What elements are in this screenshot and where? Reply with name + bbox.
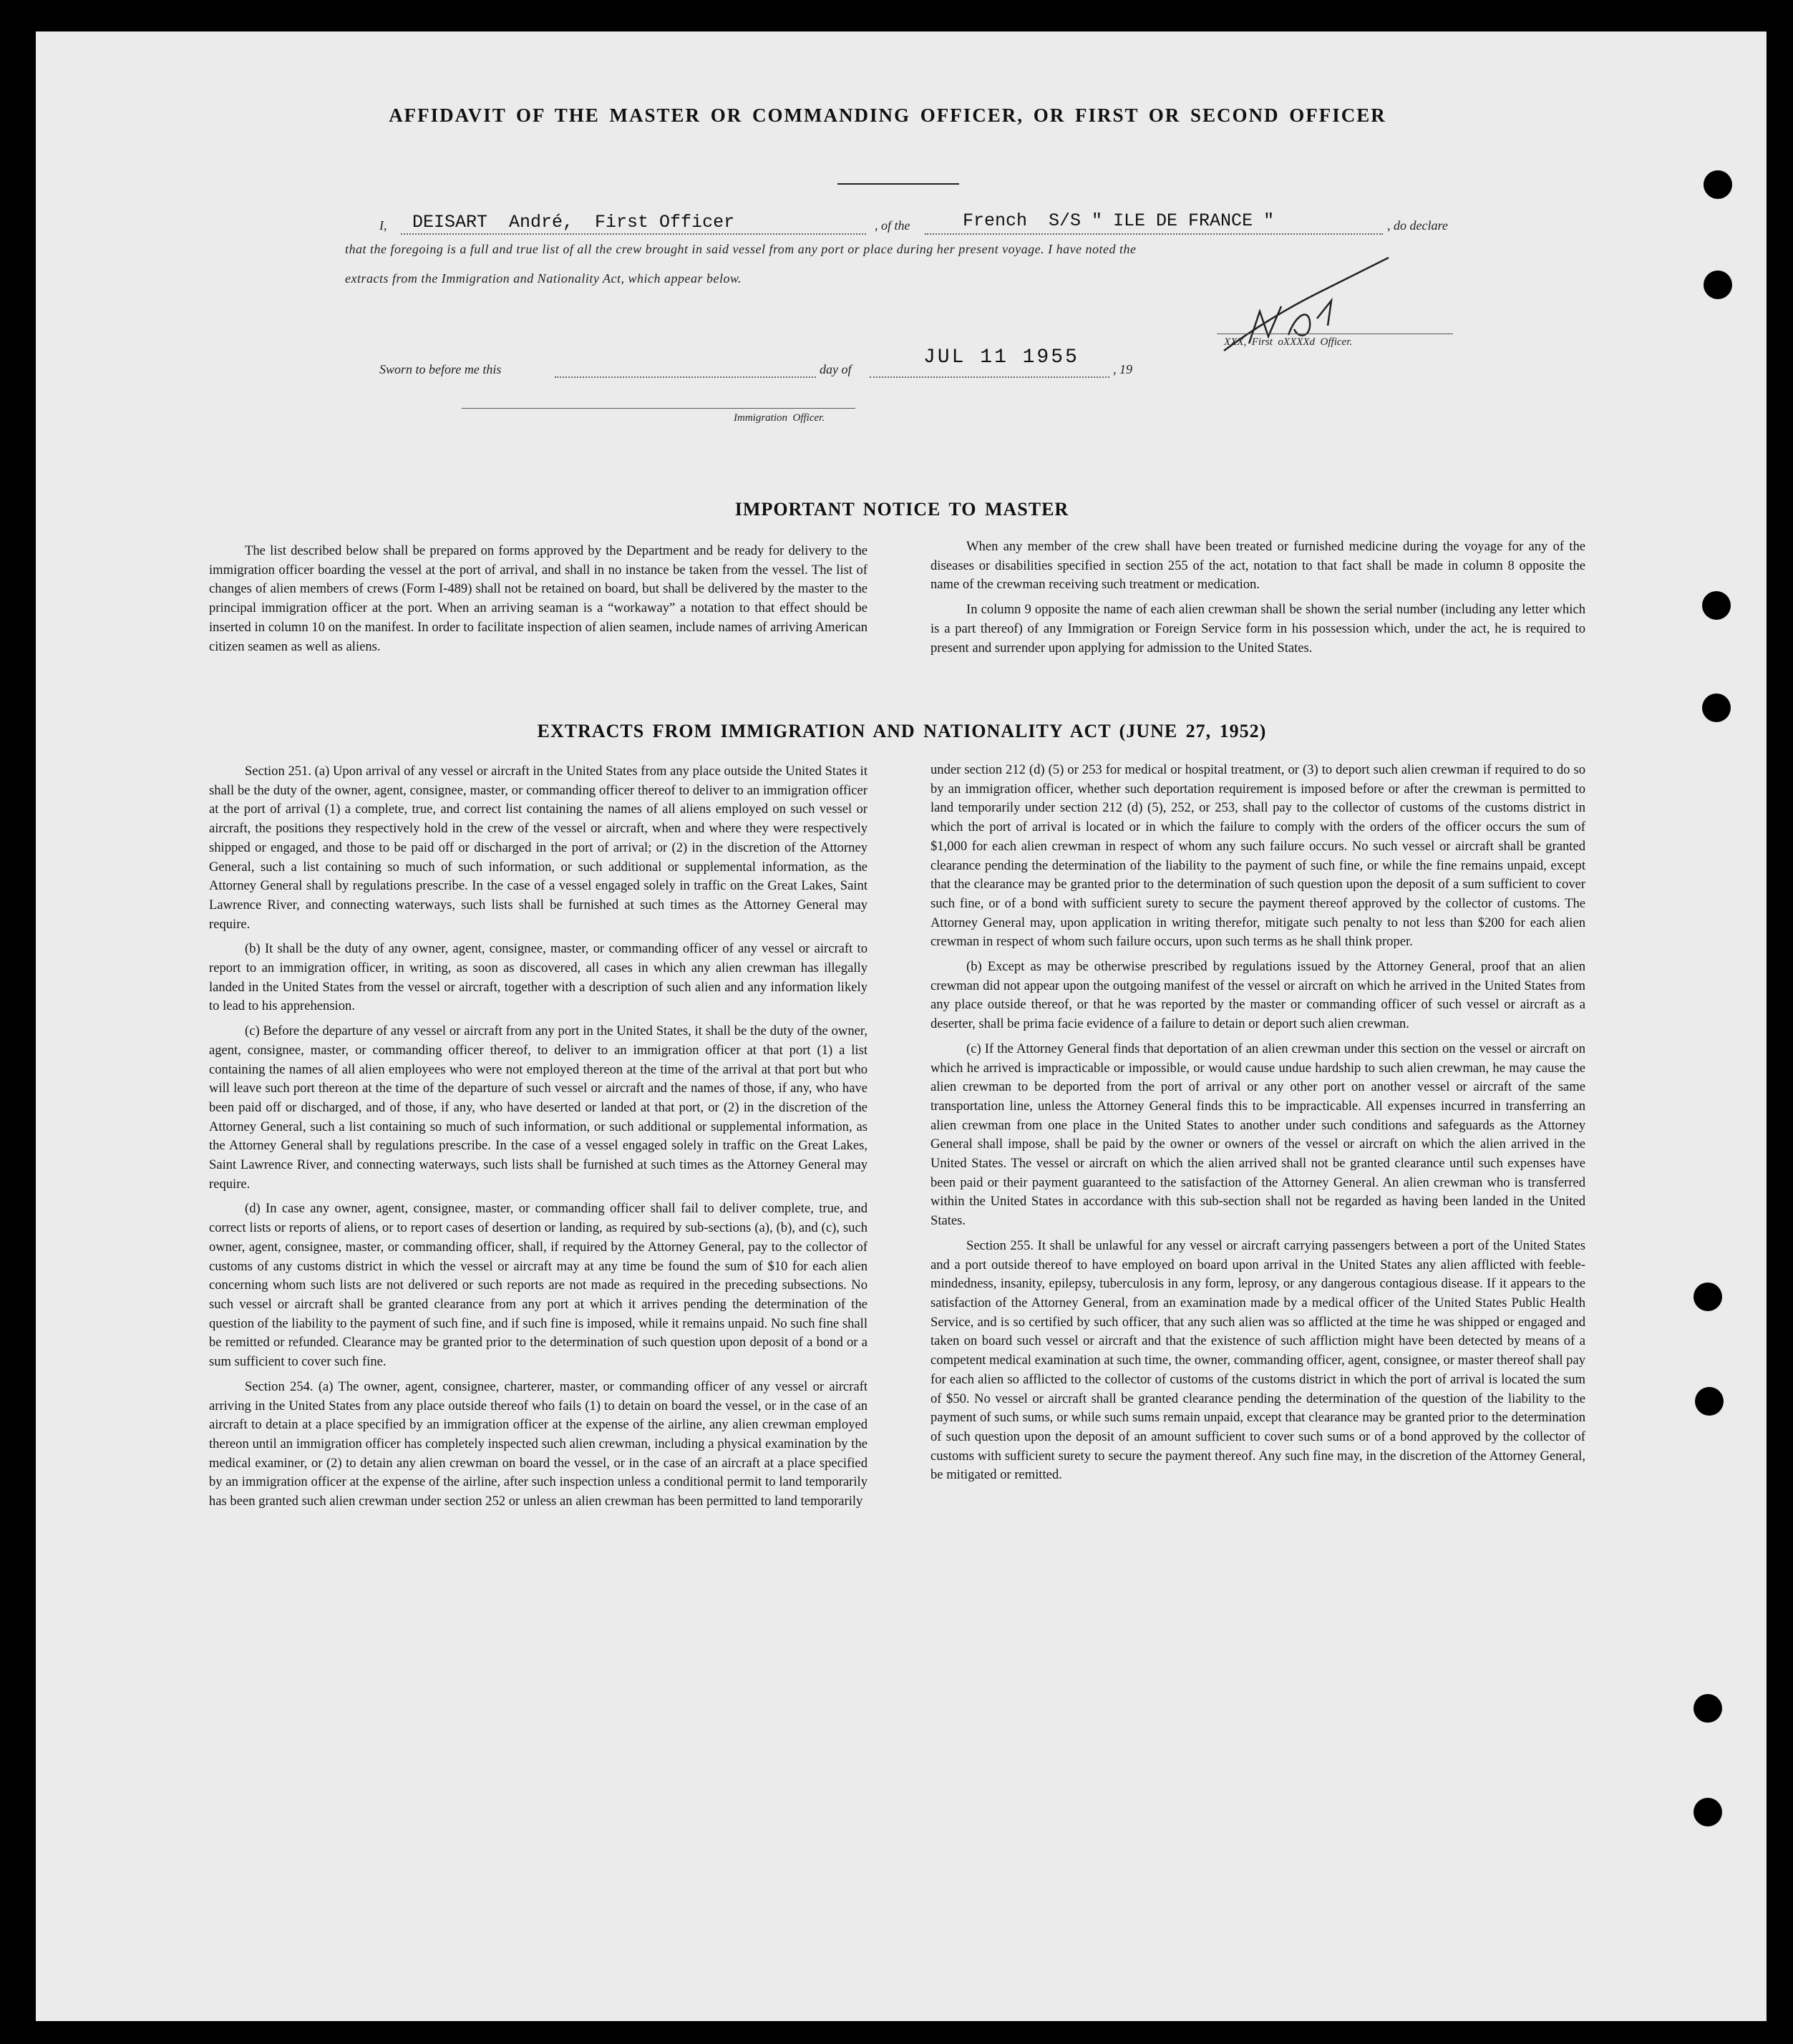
vessel-underline	[925, 233, 1383, 235]
date-stamp: JUL 11 1955	[923, 346, 1079, 369]
extract-paragraph: (d) In case any owner, agent, consignee, master, or commanding officer shall fail to deliver complete, true, and correct lists or reports of aliens, or to report cases of desertion or landing, as required by sub-sections (a), (b), and (c), such owner, agent, consignee, master, or commanding officer, shall, if required by the Attorney General, pay to the collector of customs of any customs district in which the vessel or aircraft may at any time be found the sum of $10 for each alien concerning whom such lists are not delivered or such reports are not made as required in the preceding subsections. No such vessel or aircraft shall be granted clearance from any port at which it arrives pending the determination of the question of the liability to the payment of such fine, and if such fine is imposed, while it remains unpaid. No such fine shall be remitted or refunded. Clearance may be granted prior to the determination of such question upon deposit of a bond or a sum sufficient to cover such fine.	[209, 1201, 868, 1370]
notice-right-column	[930, 537, 1585, 663]
notice-left-column	[209, 542, 868, 662]
punch-hole	[1694, 1798, 1722, 1826]
day-of-label: day of	[820, 362, 852, 376]
title-divider	[837, 183, 959, 185]
extract-paragraph: under section 212 (d) (5) or 253 for medical or hospital treatment, or (3) to deport such alien crewman if required to do so by an immigration officer, whether such deportation requirement is imposed before or after the crewman is permitted to land temporarily under section 212 (d) (5), 252, or 253, shall pay to the collector of customs of the customs district in which the port of arrival is located or in which the failure to comply with the orders of the officer occurs the sum of $1,000 for each alien crewman in respect of whom any such failure occurs. No such vessel or aircraft shall be granted clearance pending the determination of the liability to the payment of such fine, or while the fine remains unpaid, except that the clearance may be granted prior to the determination of such question upon the deposit of a sum sufficient to cover such fine, or of a bond with sufficient surety to secure the payment thereof approved by the collector of customs. The Attorney General may, upon application in writing therefor, mitigate such penalty to not less than $200 for each alien crewman in respect of whom such failure occurs, upon such terms as he shall think proper.	[930, 762, 1585, 950]
punch-hole	[1704, 271, 1732, 299]
immigration-officer-label: Immigration Officer.	[734, 412, 825, 424]
extracts-heading: EXTRACTS FROM IMMIGRATION AND NATIONALITY ACT (JUNE 27, 1952)	[537, 721, 1267, 741]
of-the-label: , of the	[875, 218, 910, 233]
punch-hole	[1702, 694, 1731, 722]
punch-hole	[1704, 170, 1732, 199]
extracts-left-column	[209, 762, 868, 1517]
sworn-underline	[555, 376, 816, 378]
affidavit-title: AFFIDAVIT OF THE MASTER OR COMMANDING OFFICER, OR FIRST OR SECOND OFFICER	[389, 104, 1386, 126]
declaration-line-1: that the foregoing is a full and true list of all the crew brought in said vessel from any port or place during her present voyage. I have noted the	[345, 242, 1137, 256]
declaration-line-2: extracts from the Immigration and Nationality Act, which appear below.	[345, 271, 742, 286]
sworn-label: Sworn to before me this	[379, 362, 502, 376]
punch-hole	[1695, 1387, 1724, 1416]
notice-paragraph: In column 9 opposite the name of each alien crewman shall be shown the serial number (including any letter which is a part thereof) of any Immigration or Foreign Service form in his possession which, under the act, he is required to present and surrender upon applying for admission to the United States.	[930, 602, 1585, 656]
notice-paragraph: The list described below shall be prepared on forms approved by the Department and be ready for delivery to the immigration officer boarding the vessel at the port of arrival, and shall in no instance be taken from the vessel. The list of changes of alien members of crews (Form I-489) shall not be retained on board, but shall be delivered by the master to the principal immigration officer at the port. When an arriving seaman is a “workaway” a notation to that effect should be inserted in column 10 on the manifest. In order to facilitate inspection of alien seamen, include names of arriving American citizen seamen as well as aliens.	[209, 543, 868, 654]
extract-paragraph: (c) Before the departure of any vessel or aircraft from any port in the United States, it shall be the duty of the owner, agent, consignee, master, or commanding officer thereof, to deliver to an immigration officer at that port (1) a list containing the names of all alien employees who were not employed thereon at the time of the arrival at that port but who will leave such port thereon at the time of the departure of such vessel or aircraft and the names of those, if any, who have been paid off or discharged, and of those, if any, who have deserted or landed at that port, or (2) in the discretion of the Attorney General, such a list containing so much of such information, or such additional or supplemental information, as the Attorney General shall by regulations prescribe. In the case of a vessel engaged solely in traffic on the Great Lakes, Saint Lawrence River, and connecting waterways, such lists shall be furnished at such times as the Attorney General may require.	[209, 1023, 868, 1192]
notice-heading: IMPORTANT NOTICE TO MASTER	[734, 499, 1069, 520]
i-label: I,	[379, 218, 387, 233]
punch-hole	[1702, 591, 1731, 620]
extracts-right-column	[930, 761, 1585, 1491]
year-label: , 19	[1113, 362, 1132, 376]
declarant-name: DEISART André, First Officer	[412, 212, 735, 233]
vessel-name: French S/S " ILE DE FRANCE "	[963, 210, 1275, 231]
extract-paragraph: (c) If the Attorney General finds that deportation of an alien crewman under this section on the vessel or aircraft on which he arrived is impracticable or impossible, or would cause undue hardship to such alien crewman, he may cause the alien crewman to be deported from the port of arrival or any other port on another vessel or aircraft of the same transportation line, unless the Attorney General finds this to be impracticable. All expenses incurred in transferring an alien crewman from one place in the United States to another under such conditions and safeguards as the Attorney General shall impose, shall be paid by the owner or owners of the vessel or aircraft on which the alien arrived in the United States. The vessel or aircraft on which the alien arrived shall not be granted clearance until such expenses have been paid or their payment guaranteed to the satisfaction of the Attorney General. An alien crewman who is transferred within the United States in accordance with this sub-section shall not be regarded as having been landed in the United States.	[930, 1041, 1585, 1229]
punch-hole	[1694, 1694, 1722, 1723]
notice-paragraph: When any member of the crew shall have been treated or furnished medicine during the voyage for any of the diseases or disabilities specified in section 255 of the act, notation to that fact shall be made in column 8 opposite the name of the crewman receiving such treatment or medication.	[930, 539, 1585, 593]
extract-paragraph: Section 254. (a) The owner, agent, consignee, charterer, master, or commanding officer of any vessel or aircraft arriving in the United States from any place outside thereof who fails (1) to detain on board the vessel, or in the case of an aircraft to detain at a place specified by an immigration officer at the expense of the airline, any alien crewman employed thereon until an immigration officer has completely inspected such alien crewman, including a physical examination by the medical examiner, or (2) to detain any alien crewman on board the vessel, or in the case of an aircraft at a place specified by an immigration officer at the expense of the airline, after such inspection unless a conditional permit to land temporarily has been granted such alien crewman under section 252 or unless an alien crewman has been permitted to land temporarily	[209, 1378, 868, 1509]
extract-paragraph: (b) It shall be the duty of any owner, agent, consignee, master, or commanding officer of any vessel or aircraft to report to an immigration officer, in writing, as soon as discovered, all cases in which any alien crewman has illegally landed in the United States from the vessel or aircraft, together with a description of such alien and any information likely to lead to his apprehension.	[209, 941, 868, 1014]
name-underline	[401, 233, 866, 235]
punch-hole	[1694, 1283, 1722, 1311]
extract-paragraph: Section 251. (a) Upon arrival of any vessel or aircraft in the United States from any place outside the United States it shall be the duty of the owner, agent, consignee, master, or commanding officer thereof to deliver to an immigration officer at the port of arrival (1) a complete, true, and correct list containing the names of all aliens employed on such vessel or aircraft, the positions they respectively hold in the crew of the vessel or aircraft, when and where they were respectively shipped or engaged, and those to be paid off or discharged in the port of arrival; or (2) in the discretion of the Attorney General, such a list containing so much of such information, or such additional or supplemental information, as the Attorney General shall by regulations prescribe. In the case of a vessel engaged solely in traffic on the Great Lakes, Saint Lawrence River, and connecting waterways, such lists shall be furnished at such times as the Attorney General may require.	[209, 764, 868, 932]
officer-title-label: XXX, First oXXXXd Officer.	[1224, 336, 1353, 348]
immigration-officer-line	[462, 408, 855, 409]
extract-paragraph: (b) Except as may be otherwise prescribed by regulations issued by the Attorney General, proof that an alien crewman did not appear upon the outgoing manifest of the vessel or aircraft on which he arrived in the United States from any place outside thereof, or that he was reported by the master or commanding officer of such vessel or aircraft as a deserter, shall be prima facie evidence of a failure to detain or deport such alien crewman.	[930, 959, 1585, 1032]
do-declare-label: , do declare	[1387, 218, 1448, 233]
date-underline	[870, 376, 1109, 378]
extract-paragraph: Section 255. It shall be unlawful for any vessel or aircraft carrying passengers between a port of the United States and a port outside thereof to have employed on board upon arrival in the United States any alien afflicted with feeble-mindedness, insanity, epilepsy, tuberculosis in any form, leprosy, or any dangerous contagious disease. If it appears to the satisfaction of the Attorney General, from an examination made by a medical officer of the United States Public Health Service, and is so certified by such officer, that any such alien was so afflicted at the time he was shipped or engaged and taken on board such vessel or aircraft and that the existence of such affliction might have been detected by means of a competent medical examination at such time, the owner, commanding officer, agent, consignee, or master thereof shall pay for each alien so afflicted to the collector of customs of the customs district in which the port of arrival is located the sum of $50. No vessel or aircraft shall be granted clearance pending the determination of the question of the liability to the payment of such sums, or while such sums remain unpaid, except that clearance may be granted prior to the determination of such question upon the deposit of an amount sufficient to cover such sums or of a bond approved by the collector of customs with sufficient surety to secure the payment thereof. Any such fine may, in the discretion of the Attorney General, be mitigated or remitted.	[930, 1237, 1585, 1483]
